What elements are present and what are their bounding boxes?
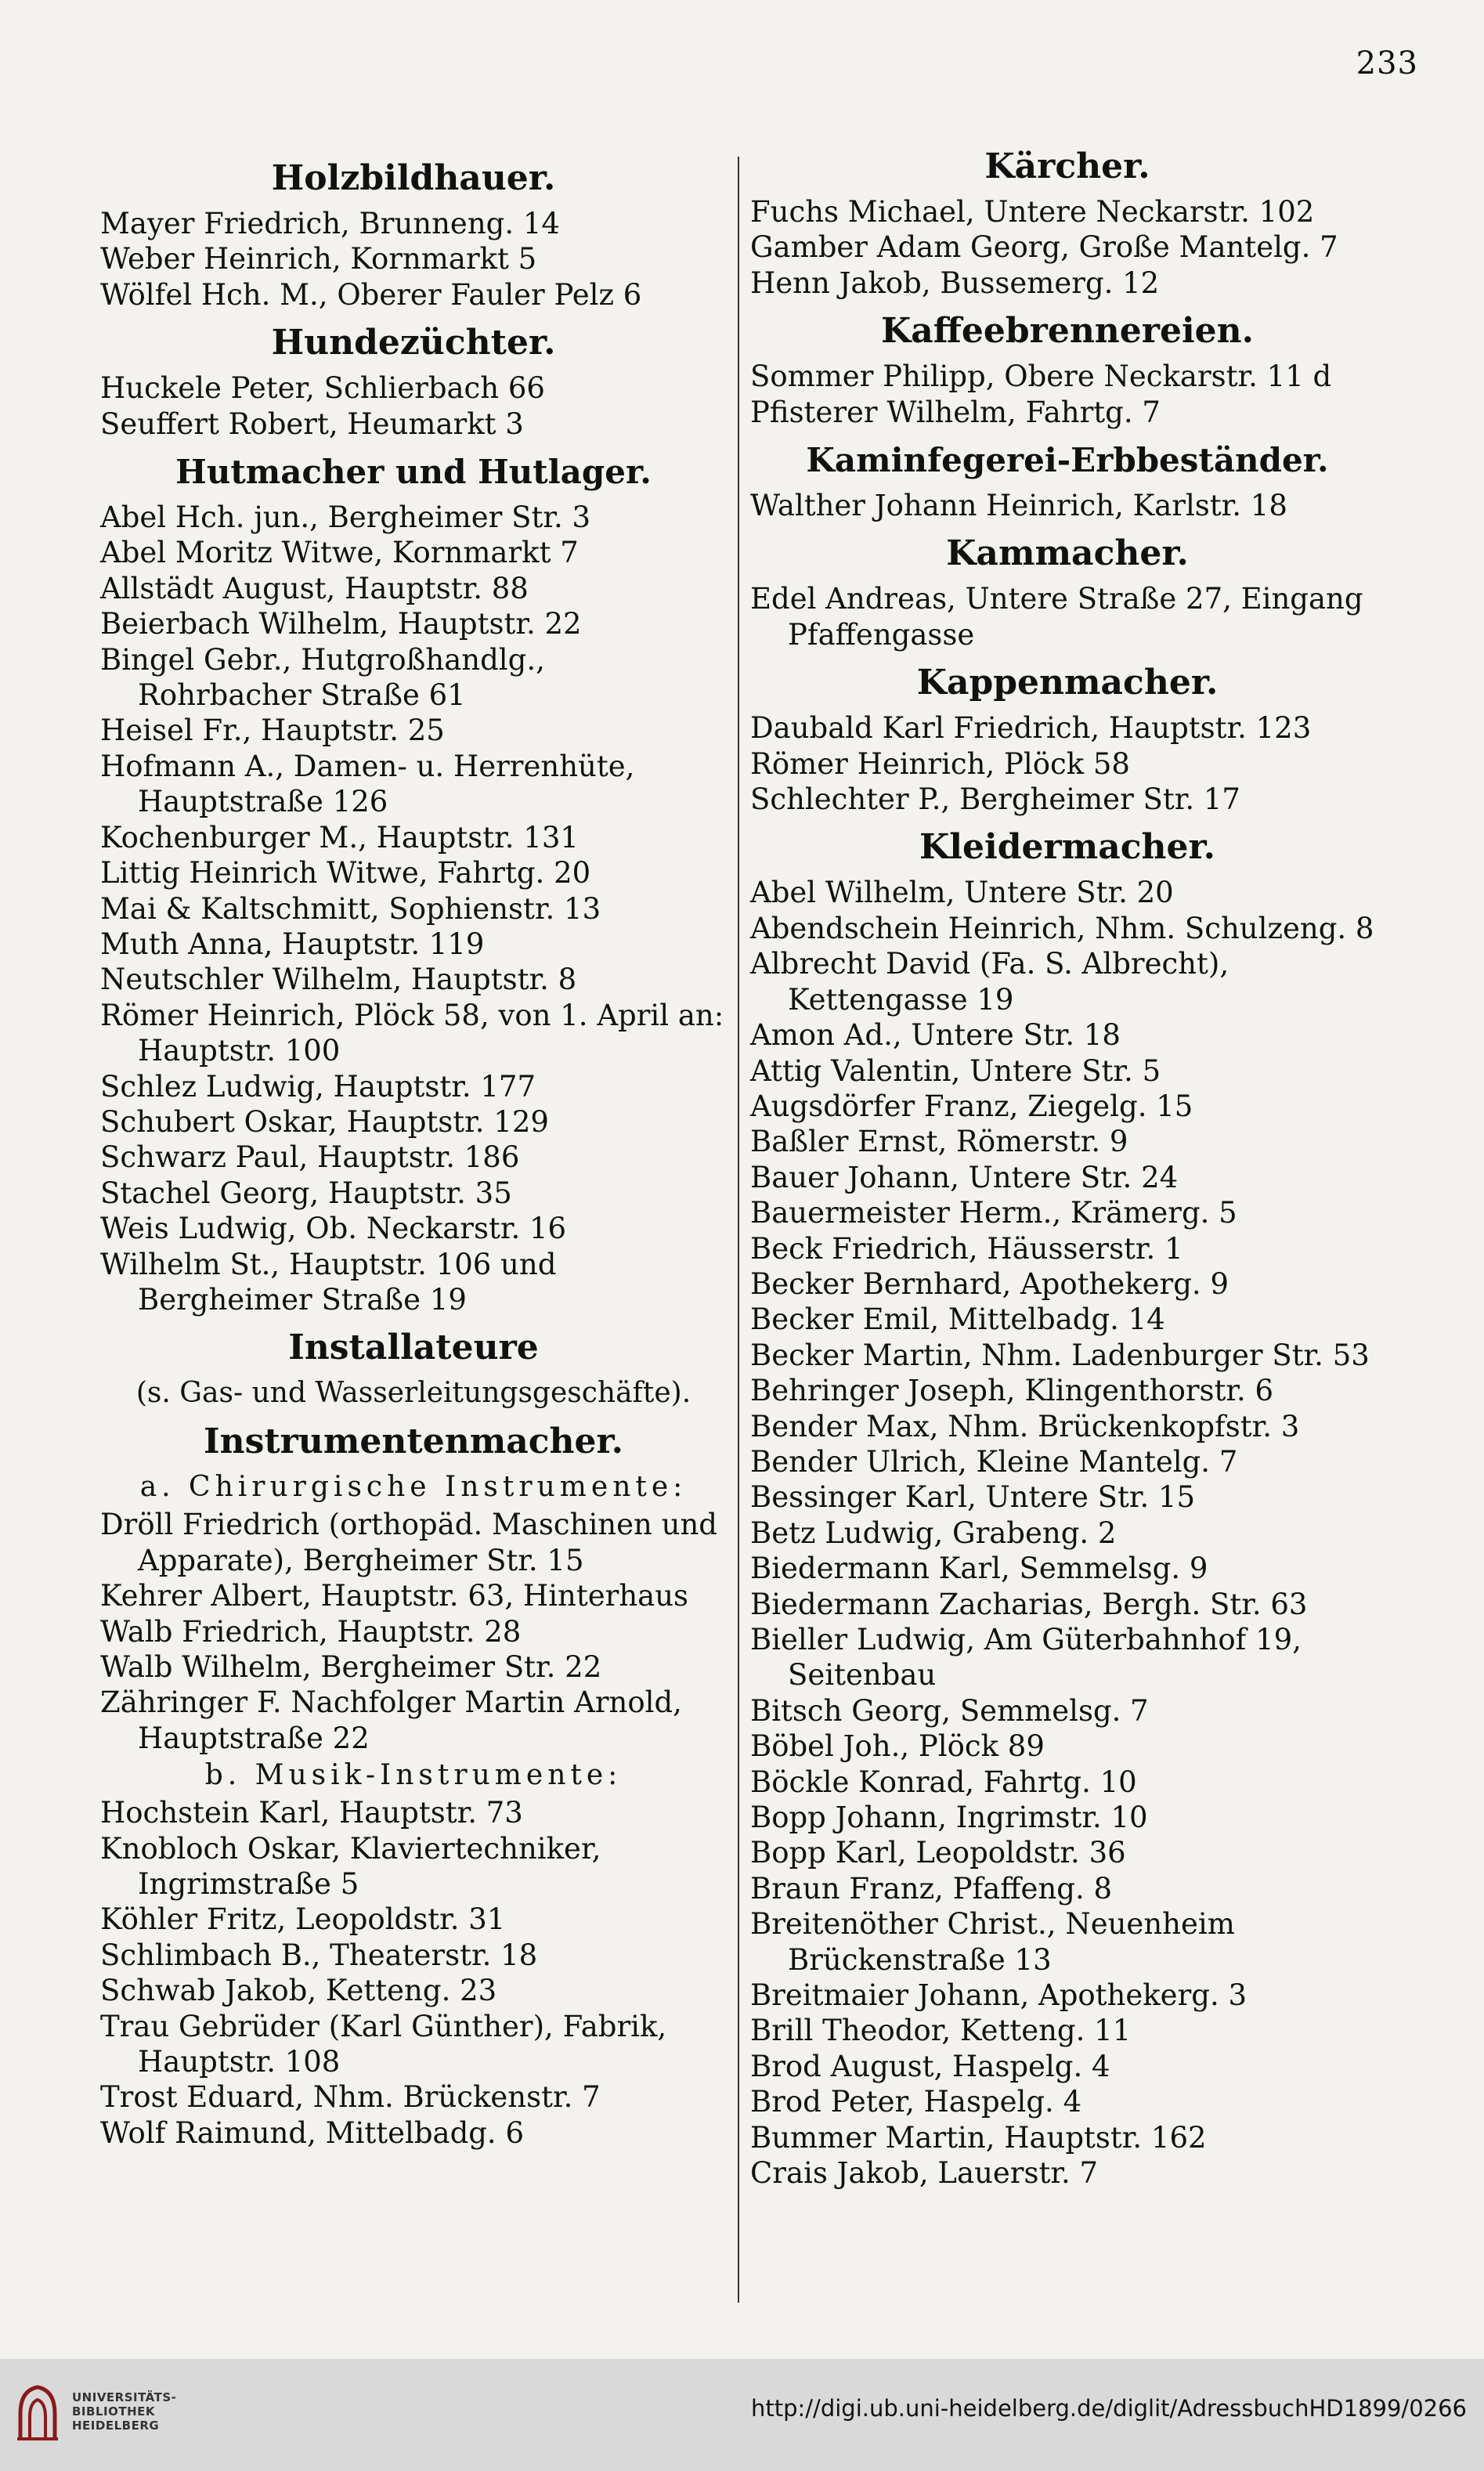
directory-entry: Becker Emil, Mittelbadg. 14 — [750, 1302, 1165, 1337]
directory-entry: Baßler Ernst, Römerstr. 9 — [750, 1125, 1128, 1159]
directory-section — [100, 320, 727, 442]
directory-entry: Wolf Raimund, Mittelbadg. 6 — [100, 2115, 524, 2150]
directory-entry: Braun Franz, Pfaffeng. 8 — [750, 1871, 1113, 1906]
section-heading: Hutmacher und Hutlager. — [175, 453, 652, 492]
directory-entry: Weber Heinrich, Kornmarkt 5 — [100, 242, 537, 276]
directory-entry: Köhler Fritz, Leopoldstr. 31 — [100, 1902, 506, 1937]
section-heading: Instrumentenmacher. — [204, 1422, 623, 1462]
directory-entry: Schlechter P., Bergheimer Str. 17 — [750, 782, 1240, 817]
directory-entry: Augsdörfer Franz, Ziegelg. 15 — [750, 1089, 1193, 1123]
directory-entry: Brod Peter, Haspelg. 4 — [750, 2085, 1082, 2119]
library-logo-icon — [14, 2382, 61, 2445]
directory-entry: Becker Martin, Nhm. Ladenburger Str. 53 — [750, 1338, 1370, 1372]
subsection-heading: a. Chirurgische Instrumente: — [139, 1471, 688, 1504]
entry-list — [100, 206, 727, 312]
entry-list — [750, 194, 1385, 301]
directory-entry: Breitmaier Johann, Apothekerg. 3 — [750, 1978, 1247, 2013]
section-heading: Kaminfegerei-Erbbeständer. — [806, 441, 1329, 480]
entry-list — [750, 488, 1385, 523]
directory-entry: Breitenöther Christ., Neuenheim Brückenstraße 13 — [750, 1907, 1235, 1977]
library-name-line1: UNIVERSITÄTS- — [72, 2390, 177, 2404]
directory-entry: Bessinger Karl, Untere Str. 15 — [750, 1480, 1196, 1515]
directory-entry: Henn Jakob, Bussemerg. 12 — [750, 266, 1160, 300]
entry-list — [750, 359, 1385, 430]
directory-entry: Walb Wilhelm, Bergheimer Str. 22 — [100, 1650, 602, 1684]
directory-section — [100, 1419, 727, 2151]
directory-entry: Heisel Fr., Hauptstr. 25 — [100, 713, 445, 748]
directory-entry: Bauermeister Herm., Krämerg. 5 — [750, 1196, 1237, 1230]
directory-entry: Römer Heinrich, Plöck 58, von 1. April an: Hauptstr. 100 — [100, 998, 724, 1068]
section-heading: Installateure — [288, 1328, 539, 1368]
right-column — [750, 141, 1385, 2199]
directory-entry: Kochenburger M., Hauptstr. 131 — [100, 820, 579, 854]
section-heading: Kaffeebrennereien. — [881, 311, 1254, 352]
column-divider — [738, 157, 739, 2303]
directory-entry: Schubert Oskar, Hauptstr. 129 — [100, 1104, 549, 1139]
directory-entry: Bopp Karl, Leopoldstr. 36 — [750, 1836, 1126, 1870]
directory-entry: Zähringer F. Nachfolger Martin Arnold, Hauptstraße 22 — [100, 1685, 682, 1755]
directory-section — [100, 1325, 727, 1411]
directory-entry: Neutschler Wilhelm, Hauptstr. 8 — [100, 963, 577, 997]
directory-entry: Abel Wilhelm, Untere Str. 20 — [750, 876, 1174, 910]
directory-entry: Bauer Johann, Untere Str. 24 — [750, 1160, 1179, 1194]
directory-section — [750, 825, 1385, 2191]
directory-entry: Hofmann A., Damen- u. Herrenhüte, Hauptstraße 126 — [100, 749, 635, 819]
directory-entry: Bieller Ludwig, Am Güterbahnhof 19, Seitenbau — [750, 1623, 1302, 1692]
directory-entry: Sommer Philipp, Obere Neckarstr. 11 d — [750, 359, 1332, 394]
directory-section — [750, 438, 1385, 523]
directory-entry: Gamber Adam Georg, Große Mantelg. 7 — [750, 230, 1338, 265]
directory-entry: Fuchs Michael, Untere Neckarstr. 102 — [750, 195, 1315, 229]
page-number: 233 — [1356, 45, 1418, 81]
section-heading: Kärcher. — [984, 146, 1150, 186]
directory-entry: Weis Ludwig, Ob. Neckarstr. 16 — [100, 1212, 567, 1246]
directory-entry: Böckle Konrad, Fahrtg. 10 — [750, 1765, 1137, 1799]
directory-entry: Trost Eduard, Nhm. Brückenstr. 7 — [100, 2080, 601, 2115]
section-heading: Kleidermacher. — [919, 827, 1215, 868]
directory-entry: Attig Valentin, Untere Str. 5 — [750, 1053, 1161, 1088]
directory-entry: Böbel Joh., Plöck 89 — [750, 1729, 1045, 1764]
directory-entry: Schlimbach B., Theaterstr. 18 — [100, 1938, 538, 1972]
directory-entry: Wölfel Hch. M., Oberer Fauler Pelz 6 — [100, 277, 642, 312]
directory-entry: Dröll Friedrich (orthopäd. Maschinen und Apparate), Bergheimer Str. 15 — [100, 1508, 717, 1577]
directory-entry: Schwarz Paul, Hauptstr. 186 — [100, 1140, 520, 1175]
directory-section — [750, 309, 1385, 430]
directory-entry: Mai & Kaltschmitt, Sophienstr. 13 — [100, 891, 601, 926]
directory-entry: Beck Friedrich, Häusserstr. 1 — [750, 1231, 1183, 1266]
directory-entry: Littig Heinrich Witwe, Fahrtg. 20 — [100, 856, 591, 890]
directory-entry: Stachel Georg, Hauptstr. 35 — [100, 1176, 512, 1210]
entry-list — [100, 1795, 727, 2151]
directory-section — [100, 450, 727, 1317]
directory-entry: Wilhelm St., Hauptstr. 106 und Bergheimer Straße 19 — [100, 1247, 557, 1317]
viewer-footer — [0, 2359, 1484, 2471]
section-heading: Hundezüchter. — [271, 323, 556, 363]
directory-entry: Römer Heinrich, Plöck 58 — [750, 746, 1130, 781]
directory-section — [750, 531, 1385, 652]
entry-list — [750, 875, 1385, 2191]
entry-list — [750, 581, 1385, 652]
directory-entry: Schwab Jakob, Ketteng. 23 — [100, 1974, 497, 2008]
section-heading: Holzbildhauer. — [271, 158, 556, 198]
directory-entry: Edel Andreas, Untere Straße 27, Eingang Pfaffengasse — [750, 582, 1363, 652]
directory-entry: Bingel Gebr., Hutgroßhandlg., Rohrbacher Straße 61 — [100, 642, 545, 713]
library-name — [72, 2390, 176, 2433]
directory-entry: Brill Theodor, Ketteng. 11 — [750, 2014, 1132, 2048]
entry-list — [100, 1507, 727, 1756]
directory-entry: Allstädt August, Hauptstr. 88 — [100, 571, 529, 605]
directory-entry: Amon Ad., Untere Str. 18 — [750, 1018, 1121, 1053]
directory-entry: Kehrer Albert, Hauptstr. 63, Hinterhaus — [100, 1579, 689, 1613]
library-name-line3: HEIDELBERG — [72, 2419, 160, 2433]
directory-entry: Bopp Johann, Ingrimstr. 10 — [750, 1801, 1148, 1835]
directory-entry: Mayer Friedrich, Brunneng. 14 — [100, 207, 560, 240]
directory-section — [750, 660, 1385, 817]
directory-entry: Albrecht David (Fa. S. Albrecht), Kettengasse 19 — [750, 947, 1229, 1017]
directory-section — [750, 144, 1385, 301]
directory-entry: Bitsch Georg, Semmelsg. 7 — [750, 1693, 1149, 1728]
directory-entry: Behringer Joseph, Klingenthorstr. 6 — [750, 1374, 1274, 1408]
directory-entry: Biedermann Zacharias, Bergh. Str. 63 — [750, 1587, 1308, 1621]
section-heading: Kappenmacher. — [916, 663, 1219, 703]
directory-entry: Crais Jakob, Lauerstr. 7 — [750, 2156, 1099, 2191]
directory-entry: Betz Ludwig, Grabeng. 2 — [750, 1515, 1117, 1550]
directory-entry: Hochstein Karl, Hauptstr. 73 — [100, 1796, 523, 1830]
section-note: (s. Gas- und Wasserleitungsgeschäfte). — [135, 1377, 691, 1410]
directory-entry: Pfisterer Wilhelm, Fahrtg. 7 — [750, 395, 1161, 429]
directory-entry: Bender Max, Nhm. Brückenkopfstr. 3 — [750, 1409, 1300, 1443]
directory-entry: Abel Hch. jun., Bergheimer Str. 3 — [100, 500, 591, 535]
directory-entry: Becker Bernhard, Apothekerg. 9 — [750, 1266, 1229, 1301]
directory-entry: Brod August, Haspelg. 4 — [750, 2049, 1110, 2083]
entry-list — [750, 710, 1385, 817]
directory-entry: Schlez Ludwig, Hauptstr. 177 — [100, 1069, 536, 1104]
directory-entry: Beierbach Wilhelm, Hauptstr. 22 — [100, 607, 582, 641]
source-url[interactable]: http://digi.ub.uni-heidelberg.de/diglit/AdressbuchHD1899/0266 — [750, 2395, 1467, 2422]
directory-entry: Abendschein Heinrich, Nhm. Schulzeng. 8 — [750, 911, 1374, 945]
subsection-heading: b. Musik-Instrumente: — [204, 1759, 623, 1792]
directory-entry: Daubald Karl Friedrich, Hauptstr. 123 — [750, 711, 1312, 746]
directory-entry: Walb Friedrich, Hauptstr. 28 — [100, 1614, 522, 1649]
directory-entry: Bummer Martin, Hauptstr. 162 — [750, 2120, 1207, 2155]
directory-entry: Walther Johann Heinrich, Karlstr. 18 — [750, 489, 1287, 523]
directory-entry: Huckele Peter, Schlierbach 66 — [100, 371, 545, 406]
directory-entry: Biedermann Karl, Semmelsg. 9 — [750, 1552, 1208, 1586]
directory-entry: Bender Ulrich, Kleine Mantelg. 7 — [750, 1444, 1238, 1479]
directory-entry: Seuffert Robert, Heumarkt 3 — [100, 406, 524, 441]
section-heading: Kammacher. — [946, 533, 1189, 574]
directory-section — [100, 156, 727, 312]
entry-list — [100, 500, 727, 1317]
directory-entry: Trau Gebrüder (Karl Günther), Fabrik, Hauptstr. 108 — [100, 2009, 667, 2079]
directory-entry: Abel Moritz Witwe, Kornmarkt 7 — [100, 536, 579, 570]
entry-list — [100, 370, 727, 442]
directory-entry: Knobloch Oskar, Klaviertechniker, Ingrimstraße 5 — [100, 1831, 601, 1902]
library-name-line2: BIBLIOTHEK — [72, 2404, 155, 2419]
left-column — [100, 153, 727, 2159]
directory-entry: Muth Anna, Hauptstr. 119 — [100, 927, 485, 961]
